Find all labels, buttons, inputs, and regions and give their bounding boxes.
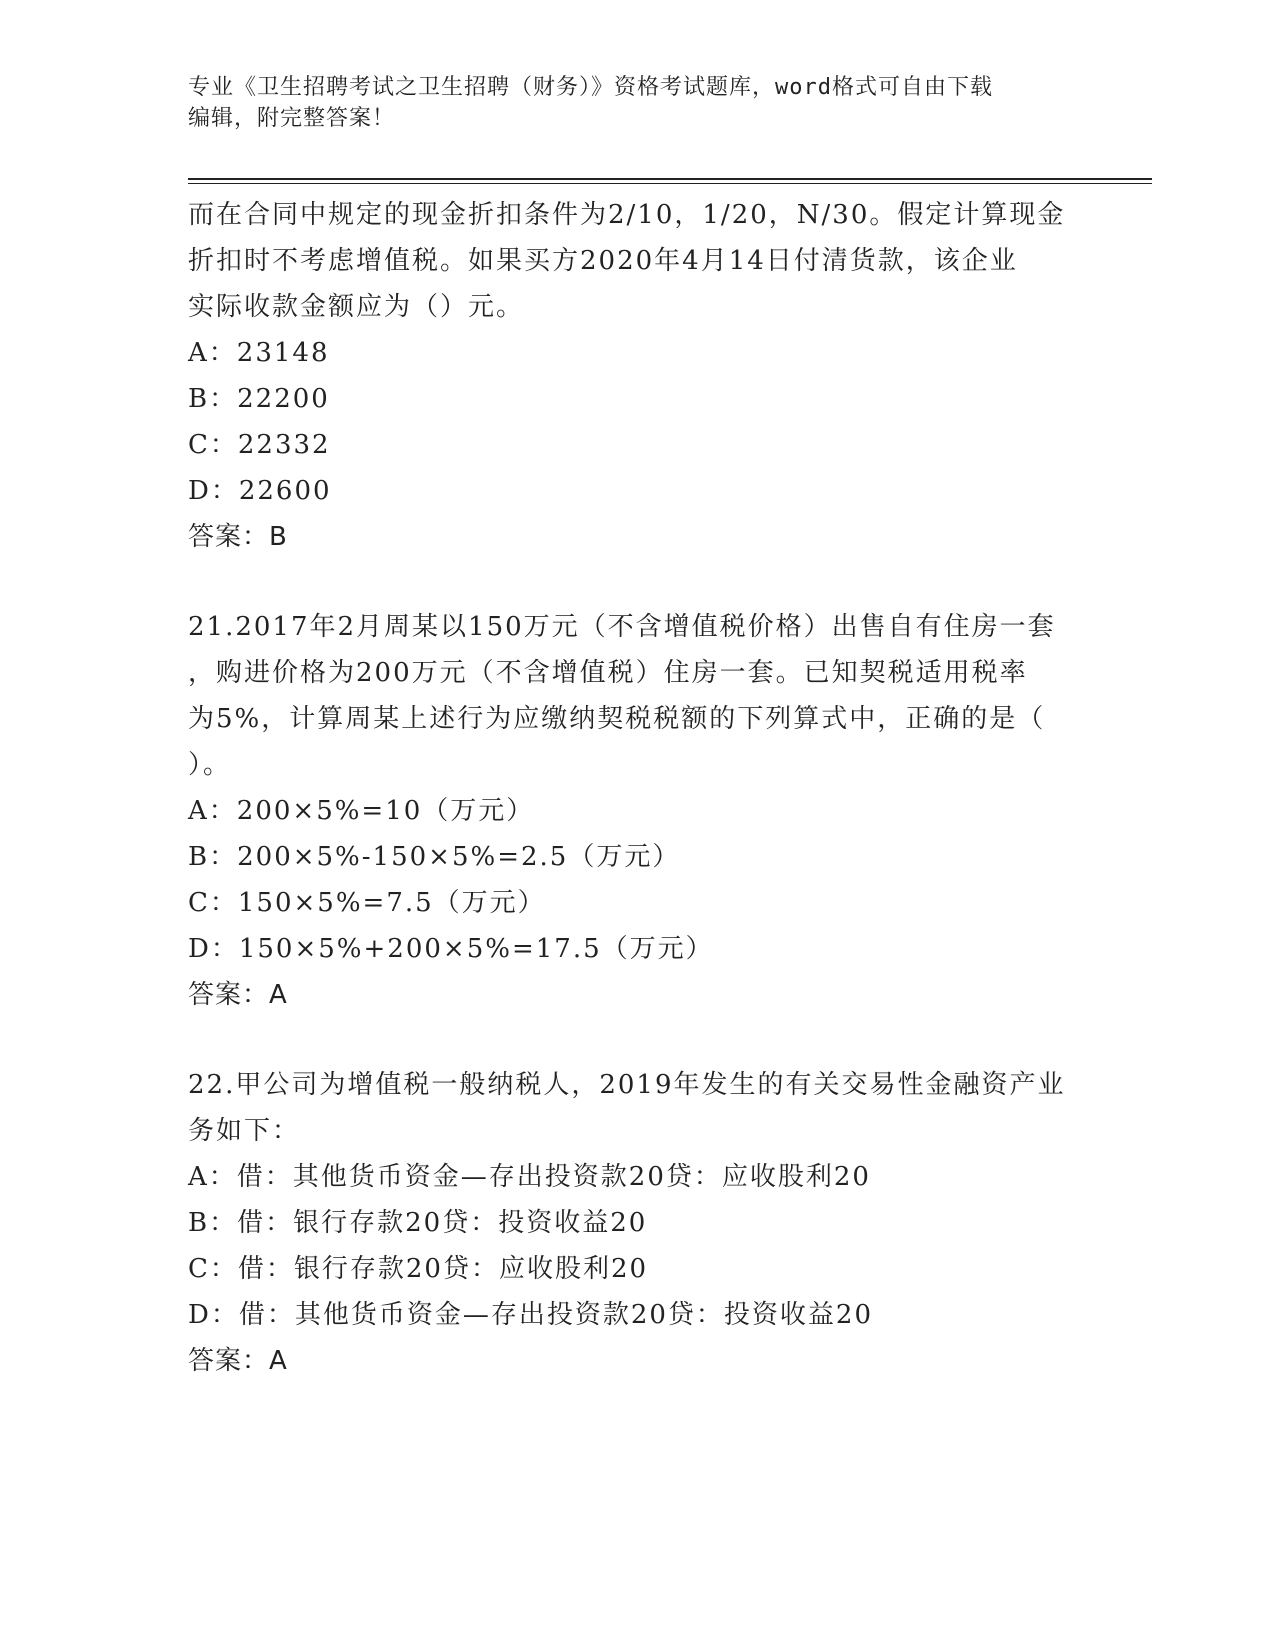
- question-20: [188, 192, 1088, 560]
- question-spacer: [188, 560, 1088, 604]
- question-spacer: [188, 1018, 1088, 1062]
- answer-line: 答案：A: [188, 980, 288, 1010]
- question-stem-line: 实际收款金额应为（）元。: [188, 292, 525, 322]
- answer-line: 答案：A: [188, 1346, 288, 1376]
- option-b: B：借：银行存款20贷：投资收益20: [188, 1208, 648, 1238]
- header-divider-thick: [188, 178, 1152, 180]
- header-line-1: 专业《卫生招聘考试之卫生招聘（财务）》资格考试题库，word格式可自由下载: [188, 75, 993, 100]
- option-a: A：200×5%=10（万元）: [188, 796, 535, 826]
- option-b: B：200×5%-150×5%=2.5（万元）: [188, 842, 681, 872]
- option-c: C：22332: [188, 430, 331, 460]
- question-22: [188, 1062, 1088, 1384]
- option-a: A：23148: [188, 338, 330, 368]
- option-d: D：22600: [188, 476, 332, 506]
- option-a: A：借：其他货币资金—存出投资款20贷：应收股利20: [188, 1162, 871, 1192]
- option-c: C：借：银行存款20贷：应收股利20: [188, 1254, 649, 1284]
- question-stem-line: ）。: [188, 750, 232, 780]
- question-stem-line: 而在合同中规定的现金折扣条件为2/10，1/20，N/30。假定计算现金: [188, 200, 1066, 230]
- question-stem-line: 21.2017年2月周某以150万元（不含增值税价格）出售自有住房一套: [188, 612, 1056, 642]
- question-stem-line: 22.甲公司为增值税一般纳税人，2019年发生的有关交易性金融资产业: [188, 1070, 1066, 1100]
- question-stem-line: 为5%，计算周某上述行为应缴纳契税税额的下列算式中，正确的是（: [188, 704, 1046, 734]
- question-stem-line: ，购进价格为200万元（不含增值税）住房一套。已知契税适用税率: [188, 658, 1028, 688]
- option-d: D：150×5%+200×5%=17.5（万元）: [188, 934, 714, 964]
- option-c: C：150×5%=7.5（万元）: [188, 888, 546, 918]
- header-divider-thin: [188, 183, 1152, 184]
- option-d: D：借：其他货币资金—存出投资款20贷：投资收益20: [188, 1300, 874, 1330]
- question-stem-line: 务如下：: [188, 1116, 301, 1146]
- question-list: [188, 192, 1088, 1384]
- header-line-2: 编辑，附完整答案！: [188, 106, 396, 131]
- document-header: [188, 72, 1088, 134]
- option-b: B：22200: [188, 384, 330, 414]
- answer-line: 答案：B: [188, 522, 288, 552]
- question-21: [188, 604, 1088, 1018]
- question-stem-line: 折扣时不考虑增值税。如果买方2020年4月14日付清货款，该企业: [188, 246, 1018, 276]
